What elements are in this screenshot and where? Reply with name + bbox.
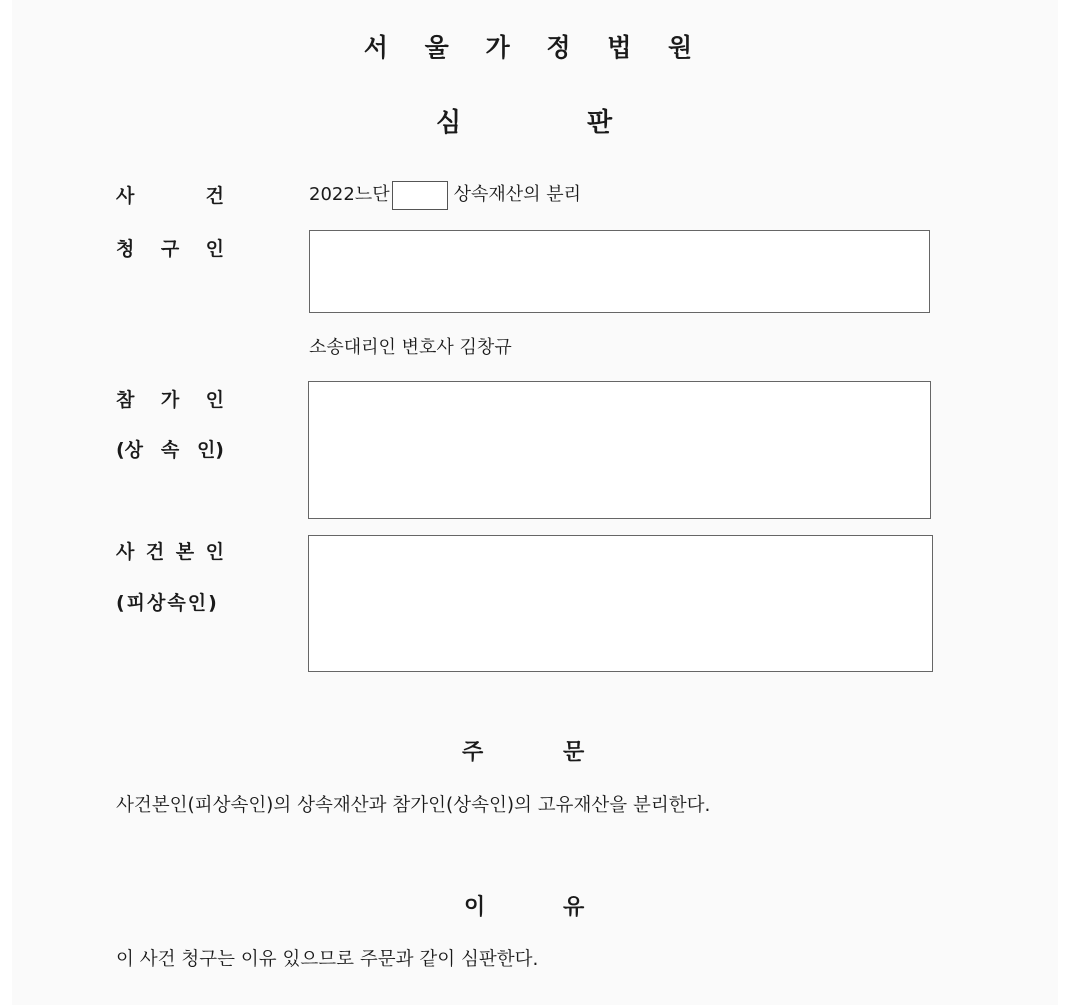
claimant-label-char: 인 xyxy=(205,238,224,260)
participant-sub-label xyxy=(116,435,224,462)
case-label-char: 사 xyxy=(116,185,135,207)
document-title-left: 심 xyxy=(436,108,462,138)
reason-heading-left: 이 xyxy=(464,895,486,920)
case-number-line xyxy=(309,180,581,210)
principal-sub-label: (피상속인) xyxy=(116,592,219,614)
participant-sub-label-char: 속 xyxy=(160,439,180,461)
reason-text: 이 사건 청구는 이유 있으므로 주문과 같이 심판한다. xyxy=(116,949,539,970)
principal-label xyxy=(116,537,224,564)
participant-sub-label-char: 인) xyxy=(196,439,224,461)
court-name: 서 울 가 정 법 원 xyxy=(363,33,707,62)
principal-label-char: 본 xyxy=(175,541,195,563)
court-document-page xyxy=(12,0,1058,1005)
participant-label-char: 인 xyxy=(205,389,224,411)
principal-label-char: 건 xyxy=(145,541,165,563)
participant-label xyxy=(116,385,224,412)
reason-heading-right: 유 xyxy=(563,895,585,920)
document-title-right: 판 xyxy=(587,108,613,138)
principal-label-char: 사 xyxy=(116,541,135,563)
claimant-label xyxy=(116,234,224,261)
order-text: 사건본인(피상속인)의 상속재산과 참가인(상속인)의 고유재산을 분리한다. xyxy=(116,795,711,816)
participant-label-char: 참 xyxy=(116,389,135,411)
case-label xyxy=(116,181,224,208)
case-number-prefix: 2022느단 xyxy=(309,184,390,205)
participant-label-char: 가 xyxy=(160,389,180,411)
case-name: 상속재산의 분리 xyxy=(453,184,582,205)
participant-sub-label-char: (상 xyxy=(116,439,144,461)
claimant-label-char: 구 xyxy=(160,238,180,260)
order-heading-right: 문 xyxy=(563,740,585,765)
claimant-redaction-box xyxy=(309,230,930,313)
case-label-char: 건 xyxy=(205,185,224,207)
order-heading-left: 주 xyxy=(462,740,484,765)
principal-redaction-box xyxy=(308,535,933,672)
claimant-label-char: 청 xyxy=(116,238,135,260)
claimant-attorney: 소송대리인 변호사 김창규 xyxy=(309,337,512,358)
principal-label-char: 인 xyxy=(205,541,224,563)
participant-redaction-box xyxy=(308,381,931,519)
case-number-redaction xyxy=(392,181,448,210)
